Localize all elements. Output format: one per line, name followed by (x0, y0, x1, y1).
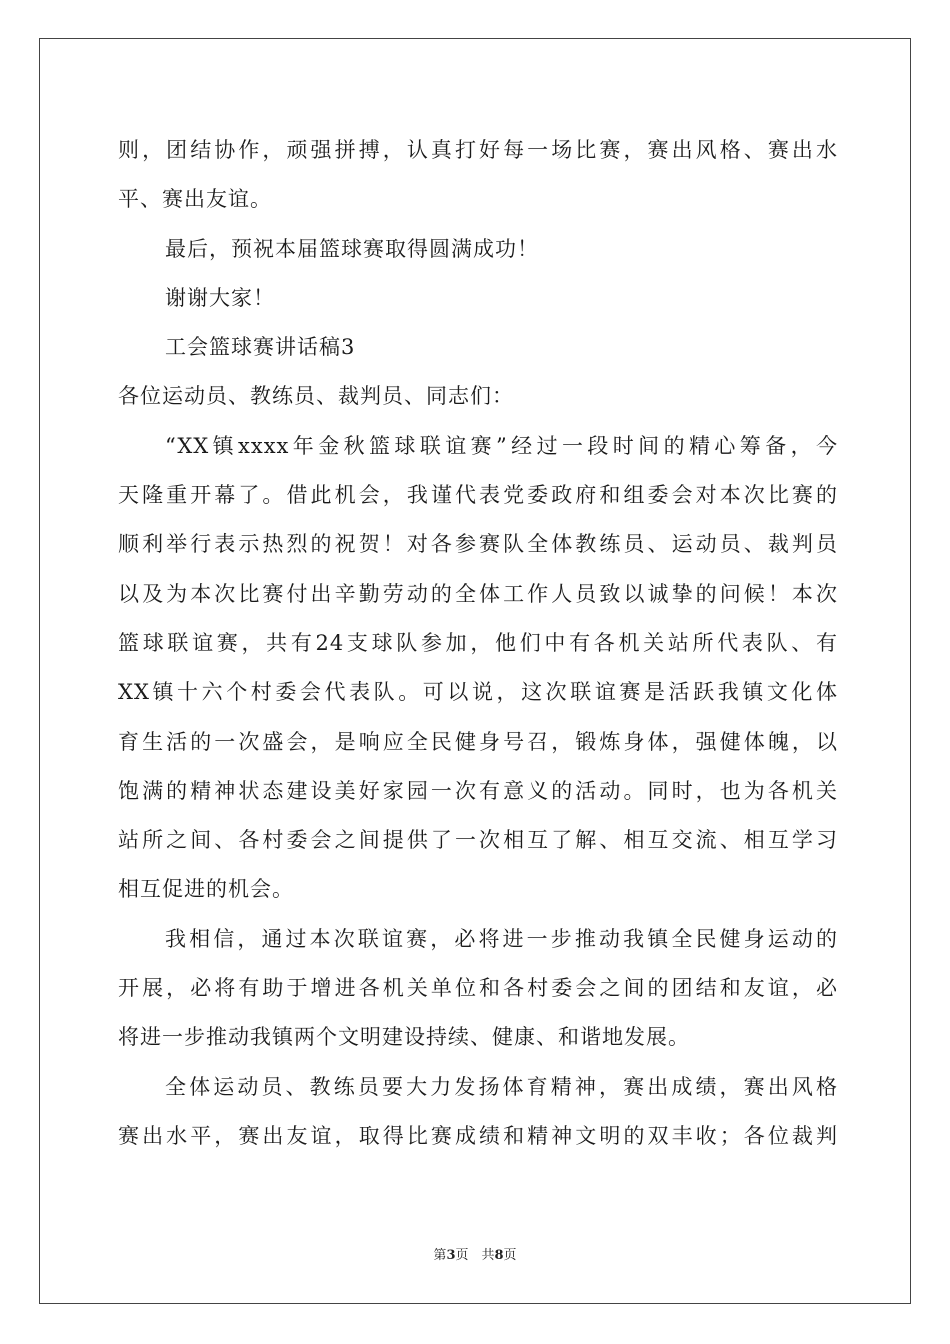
text-line: 顺利举行表示热烈的祝贺！对各参赛队全体教练员、运动员、裁判员 (118, 532, 838, 557)
text-line: 相互促进的机会。 (118, 877, 294, 902)
text-line: 各位运动员、教练员、裁判员、同志们： (118, 384, 514, 409)
text-line: 以及为本次比赛付出辛勤劳动的全体工作人员致以诚挚的问候！本次 (118, 581, 838, 606)
text-line: 平、赛出友谊。 (118, 187, 272, 212)
text-line: XX镇十六个村委会代表队。可以说，这次联谊赛是活跃我镇文化体 (118, 680, 838, 705)
total-page-count: 8 (494, 1248, 504, 1263)
text-line: 将进一步推动我镇两个文明建设持续、健康、和谐地发展。 (118, 1025, 690, 1050)
document-body (118, 126, 838, 1161)
text-line: 天隆重开幕了。借此机会，我谨代表党委政府和组委会对本次比赛的 (118, 483, 838, 508)
text-line: 最后，预祝本届篮球赛取得圆满成功！ (165, 236, 539, 261)
current-page-number: 3 (446, 1248, 456, 1263)
text-line: 全体运动员、教练员要大力发扬体育精神，赛出成绩，赛出风格 (165, 1074, 838, 1099)
text-line: 谢谢大家！ (165, 285, 275, 310)
text-line: 开展，必将有助于增进各机关单位和各村委会之间的团结和友谊，必 (118, 976, 838, 1001)
page-footer (0, 1244, 950, 1263)
text-line: 篮球联谊赛，共有24支球队参加，他们中有各机关站所代表队、有 (118, 630, 838, 655)
text-line: 赛出水平，赛出友谊，取得比赛成绩和精神文明的双丰收；各位裁判 (118, 1123, 838, 1148)
text-line: 我相信，通过本次联谊赛，必将进一步推动我镇全民健身运动的 (165, 926, 838, 951)
footer-mid: 页 共 (455, 1248, 495, 1263)
footer-suffix: 页 (503, 1248, 517, 1263)
text-line: 育生活的一次盛会，是响应全民健身号召，锻炼身体，强健体魄，以 (118, 729, 838, 754)
footer-prefix: 第 (433, 1248, 447, 1263)
text-line: 饱满的精神状态建设美好家园一次有意义的活动。同时，也为各机关 (118, 778, 838, 803)
text-line: 则，团结协作，顽强拼搏，认真打好每一场比赛，赛出风格、赛出水 (118, 138, 838, 162)
text-line: 工会篮球赛讲话稿3 (165, 335, 356, 360)
text-line: “XX镇xxxx年金秋篮球联谊赛”经过一段时间的精心筹备，今 (165, 433, 838, 458)
text-line: 站所之间、各村委会之间提供了一次相互了解、相互交流、相互学习 (118, 828, 838, 853)
